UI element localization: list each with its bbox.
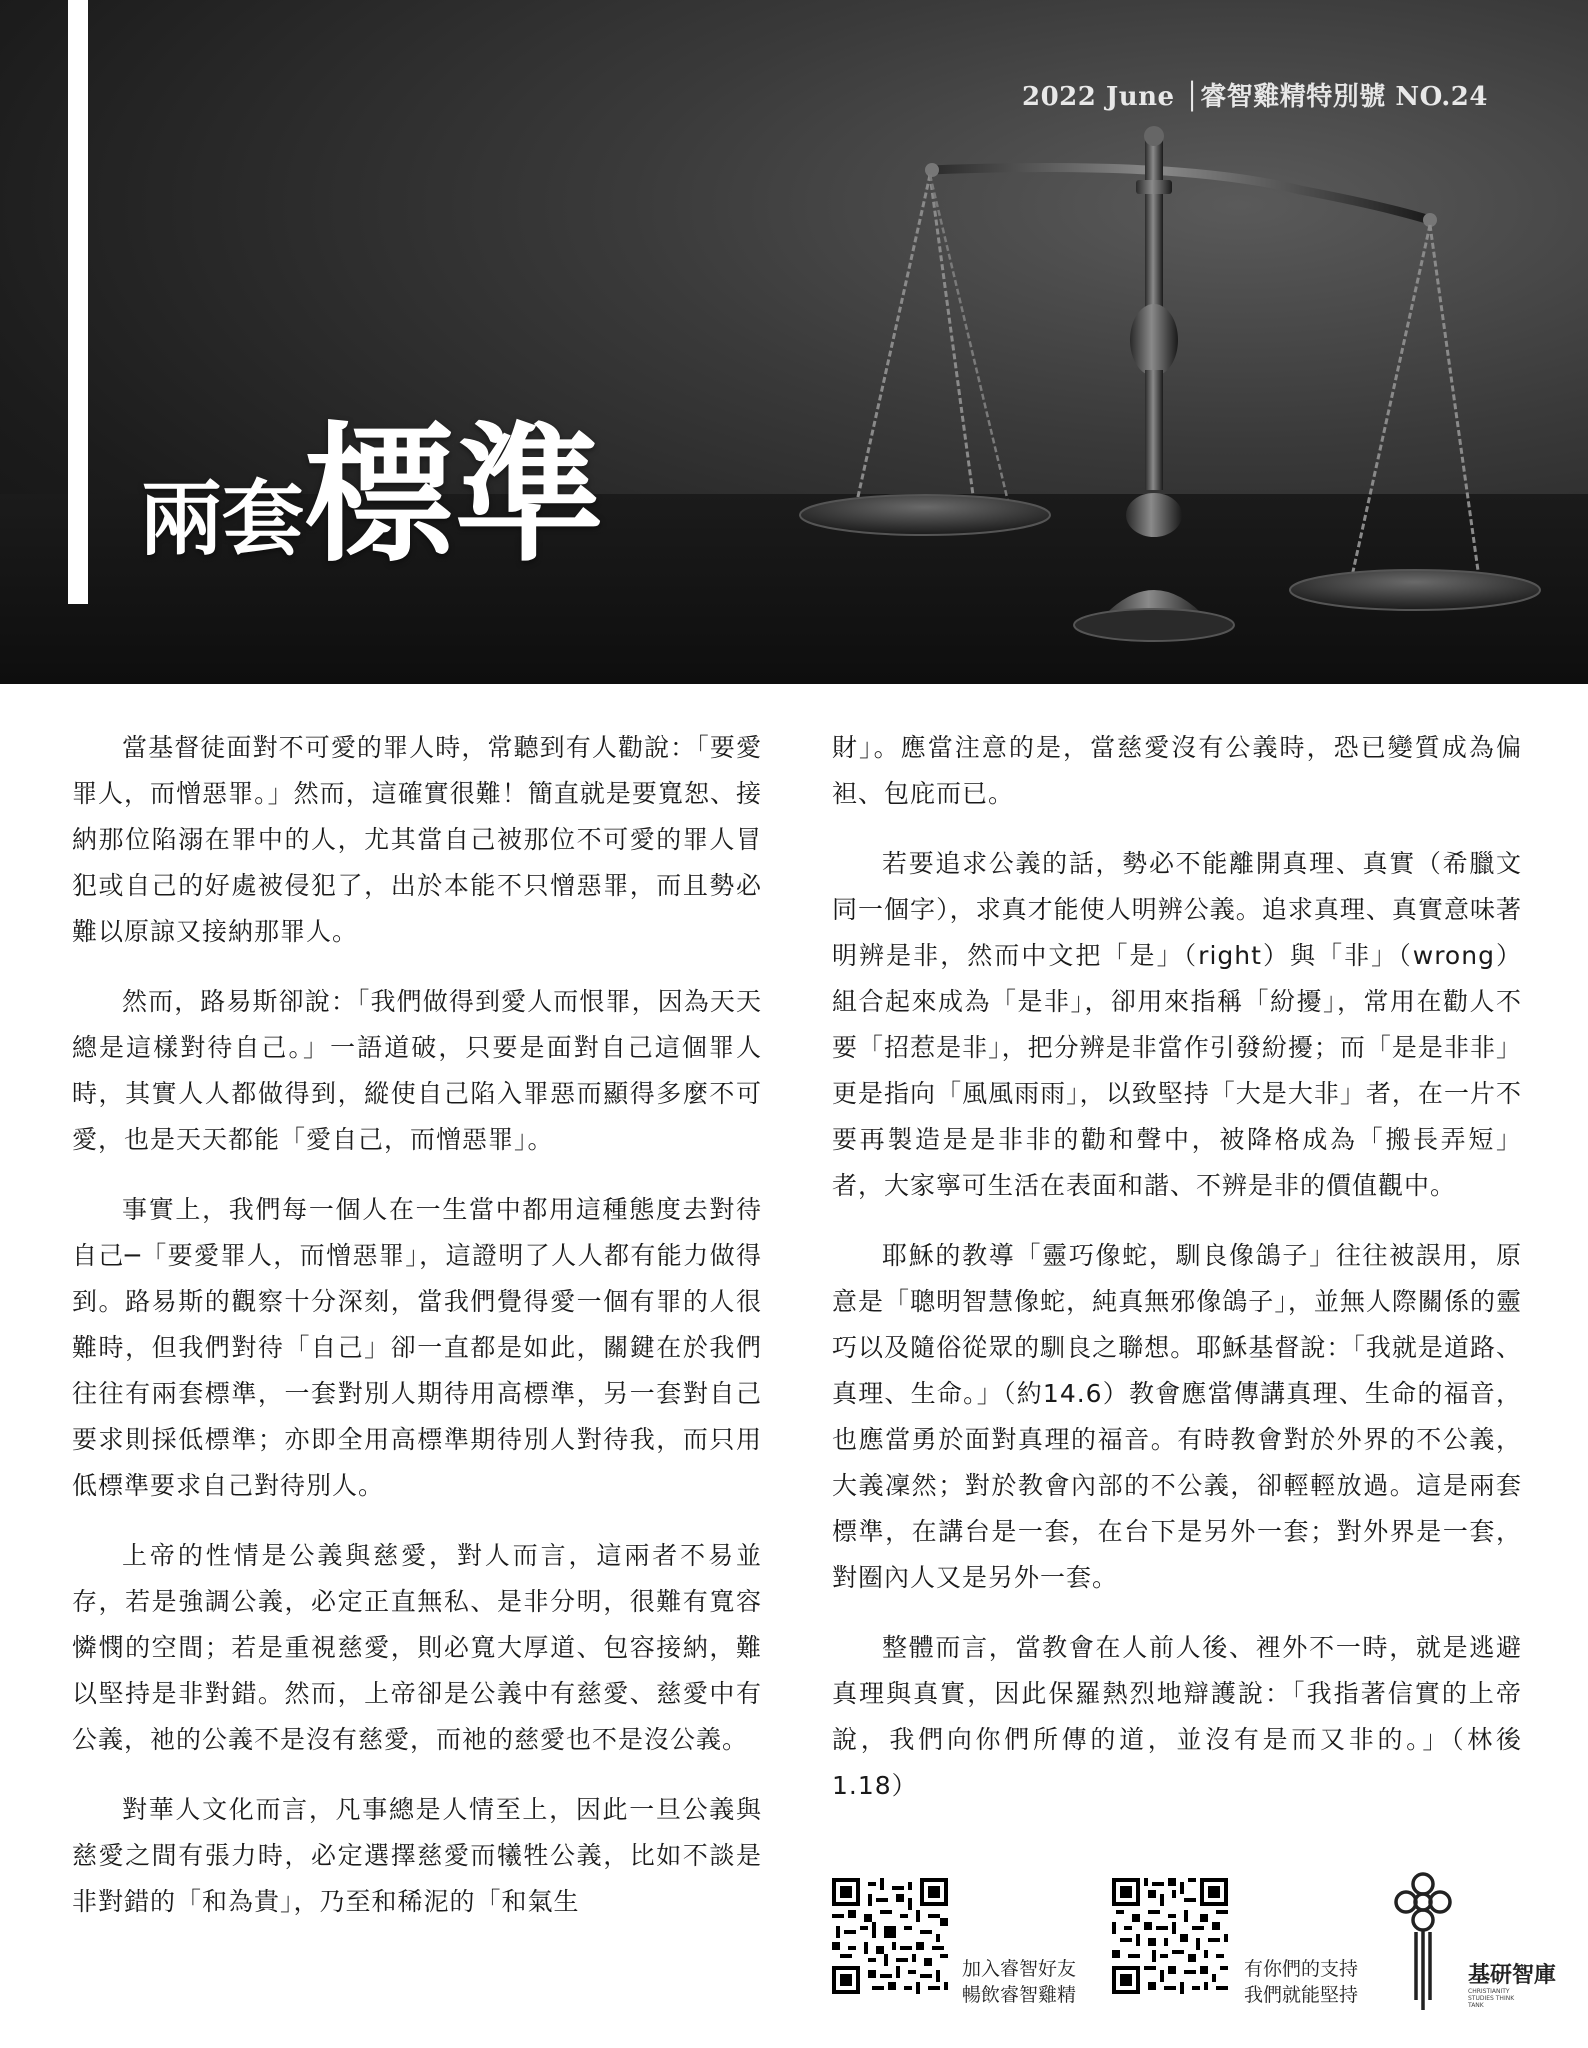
- title-large: 標準: [304, 407, 605, 583]
- paragraph: 若要追求公義的話，勢必不能離開真理、真實（希臘文同一個字），求真才能使人明辨公義。追求真理、真實意味著明辨是非，然而中文把「是」（right）與「非」（wrong）組合起來成為「是非」，卻用來指稱「紛擾」，常用在勸人不要「招惹是非」，把分辨是非當作引發紛擾；而「是是非非」更是指向「風風雨雨」，以致堅持「大是大非」者，在一片不要再製造是是非非的勸和聲中，被降格成為「搬長弄短」者，大家寧可生活在表面和諧、不辨是非的價值觀中。: [832, 849, 1522, 1200]
- paragraph: 事實上，我們每一個人在一生當中都用這種態度去對待自己─「要愛罪人，而憎惡罪」，這證明了人人都有能力做得到。路易斯的觀察十分深刻，當我們覺得愛一個有罪的人很難時，但我們對待「自己」卻一直都是如此，關鍵在於我們往往有兩套標準，一套對別人期待用高標準，另一套對自己要求則採低標準；亦即全用高標準期待別人對待我，而只用低標準要求自己對待別人。: [72, 1195, 762, 1500]
- title-small: 兩套: [140, 471, 305, 567]
- paragraph: 上帝的性情是公義與慈愛，對人而言，這兩者不易並存，若是強調公義，必定正直無私、是非分明，很難有寬容憐憫的空間；若是重視慈愛，則必寬大厚道、包容接納，難以堅持是非對錯。然而，上帝卻是公義中有慈愛、慈愛中有公義，祂的公義不是沒有慈愛，而祂的慈愛也不是沒公義。: [72, 1541, 762, 1754]
- footer: [832, 1870, 1557, 2020]
- paragraph-continuation: 財」。應當注意的是，當慈愛沒有公義時，恐已變質成為偏袒、包庇而已。: [832, 733, 1522, 808]
- article-column-right: [832, 725, 1522, 1833]
- paragraph: 對華人文化而言，凡事總是人情至上，因此一旦公義與慈愛之間有張力時，必定選擇慈愛而犧牲公義，比如不談是非對錯的「和為貴」，乃至和稀泥的「和氣生: [72, 1795, 762, 1916]
- knot-logo-icon: [1388, 1870, 1458, 2020]
- balance-scale-image: [780, 120, 1580, 680]
- article-column-left: [72, 725, 762, 1949]
- paragraph: 耶穌的教導「靈巧像蛇，馴良像鴿子」往往被誤用，原意是「聰明智慧像蛇，純真無邪像鴿子」，並無人際關係的靈巧以及隨俗從眾的馴良之聯想。耶穌基督說：「我就是道路、真理、生命。」（約14.6）教會應當傳講真理、生命的福音，也應當勇於面對真理的福音。有時教會對於外界的不公義，大義凜然；對於教會內部的不公義，卻輕輕放過。這是兩套標準，在講台是一套，在台下是另外一套；對外界是一套，對圈內人又是另外一套。: [832, 1241, 1522, 1592]
- qr2-caption: [1244, 1956, 1358, 2008]
- qr2-caption-line: 我們就能堅持: [1244, 1984, 1359, 2006]
- issue-label: 2022 June │睿智雞精特別號 NO.24: [1022, 82, 1488, 112]
- paragraph: 整體而言，當教會在人前人後、裡外不一時，就是逃避真理與真實，因此保羅熱烈地辯護說：「我指著信實的上帝說，我們向你們所傳的道，並沒有是而又非的。」（林後1.18）: [832, 1633, 1522, 1800]
- page-title: [140, 407, 605, 583]
- think-tank-logo: [1388, 1870, 1557, 2020]
- qr1-caption: [962, 1956, 1076, 2008]
- qr2-caption-line: 有你們的支持: [1244, 1958, 1359, 1980]
- hero-banner: [0, 0, 1588, 684]
- logo-name: 基研智庫: [1468, 1963, 1557, 1988]
- support-qr-code-icon[interactable]: [1112, 1878, 1228, 1994]
- qr1-caption-line: 暢飲睿智雞精: [962, 1984, 1077, 2006]
- paragraph: 然而，路易斯卻說：「我們做得到愛人而恨罪，因為天天總是這樣對待自己。」一語道破，只要是面對自己這個罪人時，其實人人都做得到，縱使自己陷入罪惡而顯得多麼不可愛，也是天天都能「愛自己，而憎惡罪」。: [72, 987, 762, 1154]
- qr1-caption-line: 加入睿智好友: [962, 1958, 1077, 1980]
- paragraph: 當基督徒面對不可愛的罪人時，常聽到有人勸說：「要愛罪人，而憎惡罪。」然而，這確實很難！簡直就是要寬恕、接納那位陷溺在罪中的人，尤其當自己被那位不可愛的罪人冒犯或自己的好處被侵犯了，出於本能不只憎惡罪，而且勢必難以原諒又接納那罪人。: [72, 733, 762, 946]
- accent-bar: [68, 0, 88, 604]
- logo-subtitle: CHRISTIANITY STUDIES THINK TANK: [1468, 1988, 1515, 2009]
- line-qr-code-icon[interactable]: [832, 1878, 948, 1994]
